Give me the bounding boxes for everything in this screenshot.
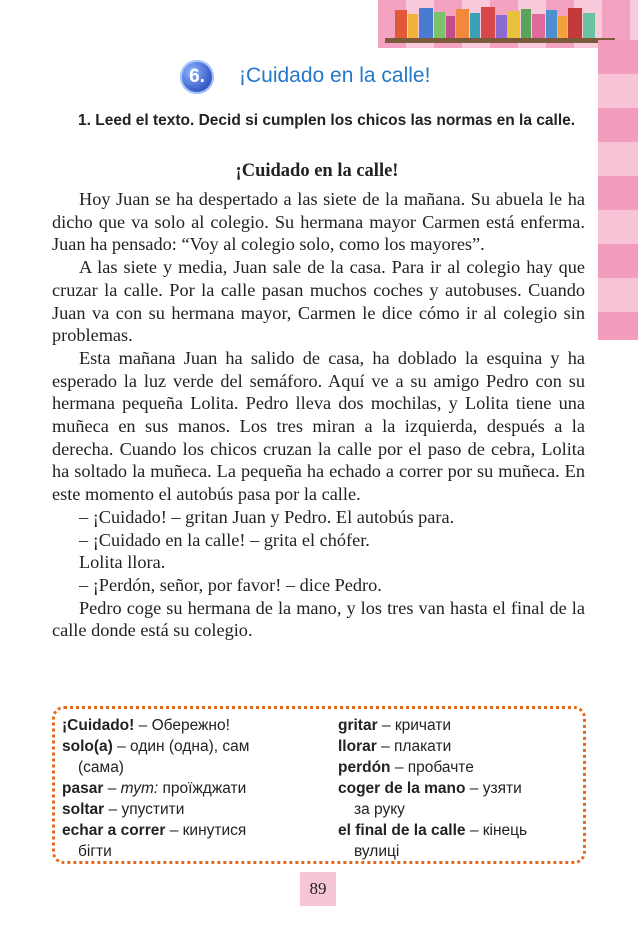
paragraph: Esta mañana Juan ha salido de casa, ha doblado la esquina y ha esperado la luz verde del semáforo. Aquí ve a su amigo Pedro con su hermana pequeña Lolita. Pedro lleva dos mochilas, y Lolita tiene una muñeca en sus manos. Los tres miran a la izquierda, después a la derecha. Cuando los chicos cruzan la calle por el paso de cebra, Lolita ha soltado la muñeca. La pequeña ha echado a correr por su muñeca. En este momento el autobús pasa por la calle. bbox=[52, 347, 585, 505]
task-text: Leed el texto. Decid si cumplen los chicos las normas en la calle. bbox=[95, 112, 576, 129]
lesson-number-badge: 6. bbox=[180, 60, 214, 94]
lesson-header bbox=[180, 60, 580, 94]
vocab-translation: – тут: проїжджати bbox=[107, 780, 247, 797]
vocab-term: llorar bbox=[338, 738, 377, 755]
vocab-term: pasar bbox=[62, 780, 104, 797]
paragraph: Pedro coge su hermana de la mano, y los tres van hasta el final de la calle donde está su colegio. bbox=[52, 597, 585, 641]
vocab-translation: – плакати bbox=[381, 738, 452, 755]
vocab-entry bbox=[338, 778, 578, 820]
vocab-term: ¡Cuidado! bbox=[62, 717, 135, 734]
vocab-entry bbox=[62, 820, 310, 862]
paragraph: Hoy Juan se ha despertado a las siete de la mañana. Su abuela le ha dicho que va solo al colegio. Su hermana mayor Carmen está enferma. Juan ha pensado: “Voy al colegio solo, como los mayores”. bbox=[52, 189, 585, 255]
reading-text bbox=[52, 188, 585, 642]
dialog-line: – ¡Cuidado en la calle! – grita el chófer. bbox=[79, 529, 370, 550]
vocab-term: soltar bbox=[62, 801, 105, 818]
vocab-entry bbox=[62, 715, 310, 736]
dialog-line: – ¡Cuidado! – gritan Juan y Pedro. El autobús para. bbox=[79, 506, 455, 527]
vocab-entry bbox=[338, 736, 578, 757]
vocab-translation: – пробачте bbox=[394, 759, 474, 776]
vocab-entry bbox=[62, 778, 310, 799]
vocabulary-box bbox=[52, 706, 586, 864]
reading-title: ¡Cuidado en la calle! bbox=[235, 161, 399, 181]
vocab-term: gritar bbox=[338, 717, 378, 734]
vocab-term: coger de la mano bbox=[338, 780, 466, 797]
vocab-entry bbox=[62, 799, 310, 820]
vocab-entry bbox=[338, 757, 578, 778]
vocab-term: echar a correr bbox=[62, 822, 166, 839]
vocab-translation: – один (одна), сам bbox=[117, 738, 250, 755]
vocab-translation-cont: за руку bbox=[354, 801, 405, 818]
decorative-side-stripe bbox=[598, 40, 638, 340]
vocabulary-right-column bbox=[338, 715, 578, 862]
vocab-translation: – Обережно! bbox=[138, 717, 230, 734]
vocab-entry bbox=[338, 715, 578, 736]
paragraph: A las siete y media, Juan sale de la casa. Para ir al colegio hay que cruzar la calle. Por la calle pasan muchos coches y autobuses. Cuando Juan va con su hermana mayor, Carmen le dice cómo ir al colegio sin problemas. bbox=[52, 257, 585, 346]
vocab-translation: – кинутися bbox=[169, 822, 247, 839]
bookshelf-illustration bbox=[385, 4, 615, 44]
page-number: 89 bbox=[300, 872, 336, 906]
vocab-term: el final de la calle bbox=[338, 822, 466, 839]
dialog-line: Lolita llora. bbox=[79, 552, 166, 573]
lesson-title: ¡Cuidado en la calle! bbox=[239, 64, 431, 87]
vocab-translation: – упустити bbox=[108, 801, 185, 818]
vocab-entry bbox=[338, 820, 578, 862]
vocabulary-left-column bbox=[62, 715, 310, 862]
task-number: 1. bbox=[78, 112, 91, 129]
vocab-term: perdón bbox=[338, 759, 391, 776]
vocab-entry bbox=[62, 736, 310, 778]
vocab-translation-cont: бігти bbox=[78, 843, 112, 860]
vocab-translation: – кричати bbox=[381, 717, 452, 734]
vocab-translation-cont: (сама) bbox=[78, 759, 124, 776]
vocab-term: solo(a) bbox=[62, 738, 113, 755]
dialog-line: – ¡Perdón, señor, por favor! – dice Pedro. bbox=[79, 574, 382, 595]
vocab-translation: – узяти bbox=[469, 780, 522, 797]
vocab-translation: – кінець bbox=[469, 822, 528, 839]
task-instruction bbox=[52, 110, 582, 131]
vocab-translation-cont: вулиці bbox=[354, 843, 400, 860]
